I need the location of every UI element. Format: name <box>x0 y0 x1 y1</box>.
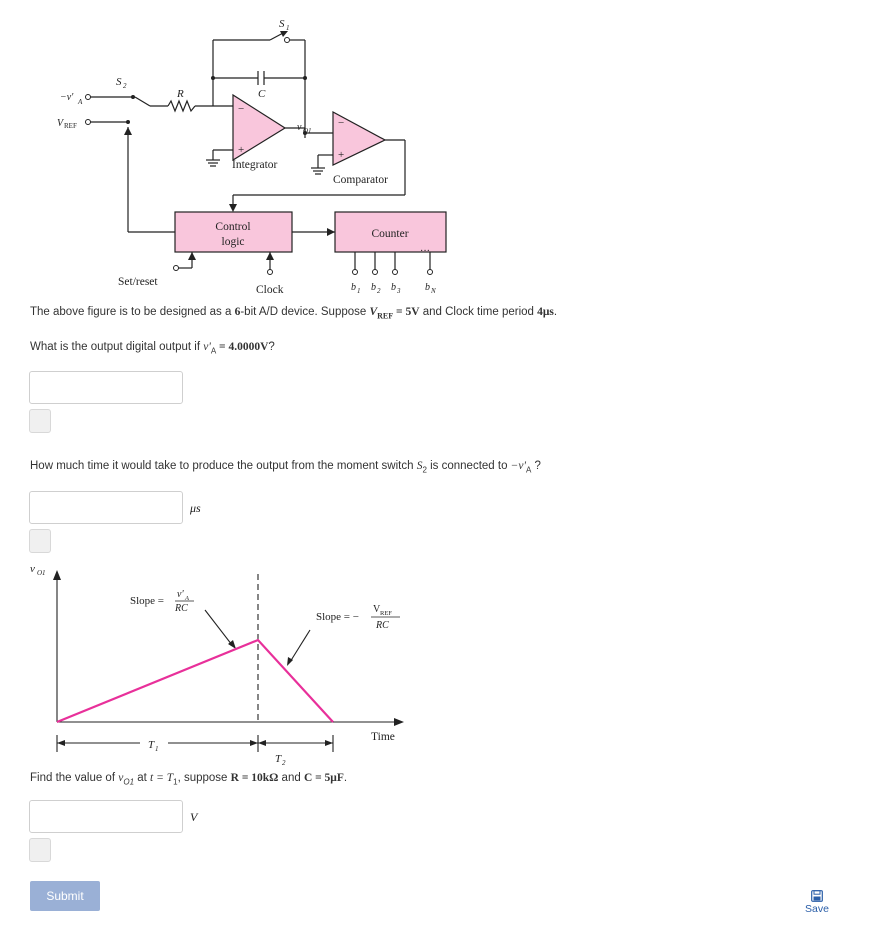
svg-text:REF: REF <box>380 610 392 617</box>
svg-text:N: N <box>431 287 436 295</box>
svg-text:O1: O1 <box>303 127 312 135</box>
answer1-check-button[interactable] <box>29 409 51 433</box>
answer3-check-button[interactable] <box>29 838 51 862</box>
svg-text:2: 2 <box>377 287 381 295</box>
svg-text:+: + <box>338 149 345 161</box>
control-logic-label-1: Control <box>215 221 251 233</box>
t1-label: T <box>148 739 155 751</box>
bit-bn: b <box>425 282 430 293</box>
slope1-denominator: RC <box>175 603 188 614</box>
svg-text:2: 2 <box>123 82 127 90</box>
svg-text:−: − <box>238 103 245 115</box>
svg-text:2: 2 <box>282 759 286 767</box>
vo1-waveform <box>57 640 333 722</box>
vo1-label: v <box>297 122 302 133</box>
circuit-diagram <box>0 0 895 300</box>
slope1-numerator: v' <box>177 589 184 600</box>
submit-button[interactable]: Submit <box>30 881 100 911</box>
t2-label: T <box>275 753 282 765</box>
question2-prompt: How much time it would take to produce the output from the moment switch $S_2$ is connected to $-v'_A$ ? <box>30 460 541 475</box>
control-logic-label-2: logic <box>221 236 245 248</box>
bit-b2: b <box>371 282 376 293</box>
answer2-unit: μs <box>190 501 201 515</box>
clock-label: Clock <box>256 284 284 296</box>
svg-text:−: − <box>338 117 345 129</box>
s2-label: S <box>116 76 122 88</box>
time-axis-label: Time <box>371 731 395 743</box>
svg-text:1: 1 <box>286 24 290 32</box>
save-button[interactable] <box>800 890 834 915</box>
svg-text:REF: REF <box>64 122 77 130</box>
svg-text:O1: O1 <box>37 569 46 577</box>
slope1-label: Slope = <box>130 595 165 607</box>
answer1-input[interactable] <box>29 371 183 404</box>
svg-text:1: 1 <box>357 287 361 295</box>
integrator-label: Integrator <box>232 159 278 171</box>
answer2-check-button[interactable] <box>29 529 51 553</box>
answer3-unit: V <box>190 810 198 824</box>
s1-label: S <box>279 18 285 30</box>
comparator-label: Comparator <box>333 174 388 186</box>
slope2-numerator: V <box>373 604 381 615</box>
y-axis-label: v <box>30 563 35 575</box>
va-input-label: −v' <box>60 92 74 103</box>
bit-b1: b <box>351 282 356 293</box>
question1-intro: The above figure is to be designed as a 6-bit A/D device. Suppose $V_{REF} = 5V$ and Clock time period 4μs. <box>30 306 558 321</box>
svg-text:3: 3 <box>397 287 401 295</box>
save-icon <box>811 890 823 902</box>
counter-dots: ··· <box>420 246 430 257</box>
vref-label: V <box>57 118 64 129</box>
answer3-input[interactable] <box>29 800 183 833</box>
question1-prompt: What is the output digital output if $v'_A = 4.0000V$? <box>30 341 275 356</box>
set-reset-label: Set/reset <box>118 276 158 288</box>
svg-text:+: + <box>238 144 245 156</box>
bit-b3: b <box>391 282 396 293</box>
slope2-label: Slope = − <box>316 611 359 623</box>
save-label: Save <box>805 903 829 915</box>
svg-text:A: A <box>78 98 83 106</box>
vo1-time-graph <box>0 555 895 785</box>
counter-label: Counter <box>371 228 409 240</box>
question3-prompt: Find the value of $v_{O1}$ at $t = T_1$, suppose R = 10kΩ and C = 5μF. <box>30 772 348 787</box>
answer2-input[interactable] <box>29 491 183 524</box>
slope2-denominator: RC <box>376 620 389 631</box>
svg-text:1: 1 <box>155 745 159 753</box>
resistor-label: R <box>177 88 184 100</box>
capacitor-label: C <box>258 88 266 100</box>
svg-text:A: A <box>185 595 189 602</box>
